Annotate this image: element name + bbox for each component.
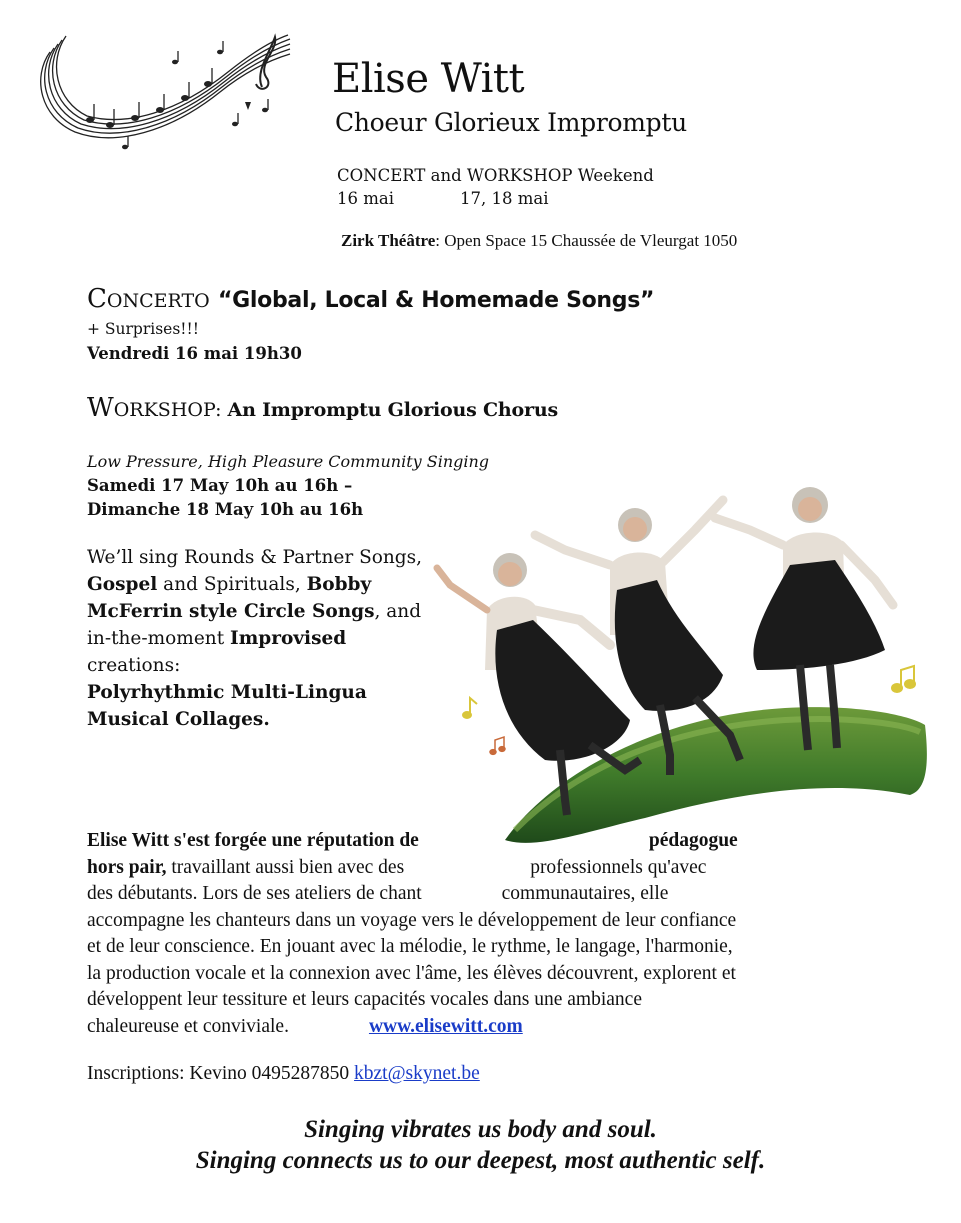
workshop-colon: : — [215, 399, 228, 421]
concerto-rest: ONCERTO — [106, 290, 210, 312]
desc-improvised: Improvised — [230, 628, 347, 649]
workshop-tagline: Low Pressure, High Pleasure Community Singing — [87, 452, 490, 471]
workshop-title: An Impromptu Glorious Chorus — [227, 399, 558, 421]
bio-line-7: développent leur tessiture et leurs capacités vocales dans une ambiance — [87, 989, 642, 1010]
workshop-day-1: Samedi 17 May 10h au 16h – — [87, 476, 353, 495]
bio-line-5: et de leur conscience. En jouant avec la mélodie, le rythme, le langage, l'harmonie, — [87, 936, 733, 957]
bio-line-2-b: professionnels qu'avec — [530, 856, 707, 878]
bio-line-3-a: des débutants. Lors de ses ateliers de chant — [87, 883, 422, 904]
concerto-heading — [87, 284, 654, 314]
venue-address: : Open Space 15 Chaussée de Vleurgat 1050 — [435, 231, 738, 250]
concert-date: 16 mai — [337, 189, 395, 208]
desc-polyrhythmic: Polyrhythmic Multi-Lingua Musical Collages. — [87, 682, 367, 730]
description — [87, 544, 427, 733]
desc-rounds: We’ll sing Rounds & Partner Songs, — [87, 547, 423, 568]
bio-line-1-end: pédagogue — [648, 830, 738, 851]
quote-line-1: Singing vibrates us body and soul. — [304, 1116, 657, 1143]
event-line: CONCERT and WORKSHOP Weekend — [337, 166, 654, 185]
desc-spirituals: and Spirituals, — [157, 574, 307, 595]
inscriptions — [87, 1063, 480, 1085]
closing-quote — [0, 1114, 961, 1176]
bio-line-4: accompagne les chanteurs dans un voyage vers le développement de leur confiance — [87, 909, 737, 931]
bio-line-2-a: travaillant aussi bien avec des — [166, 856, 405, 878]
workshop-cap: W — [87, 393, 114, 423]
bio-line-1: Elise Witt s'est forgée une réputation de — [87, 830, 419, 851]
bio-paragraph — [87, 828, 867, 1040]
desc-moment: , and in-the-moment — [87, 601, 422, 649]
desc-creations: creations: — [87, 655, 181, 676]
quote-line-2: Singing connects us to our deepest, most authentic self. — [195, 1147, 766, 1174]
workshop-heading — [87, 393, 558, 423]
three-dancing-singers-photo — [405, 470, 935, 850]
page-subtitle: Choeur Glorieux Impromptu — [335, 108, 687, 137]
workshop-days — [87, 474, 363, 522]
venue — [341, 231, 737, 251]
concerto-date: Vendredi 16 mai 19h30 — [87, 344, 302, 363]
workshop-day-2: Dimanche 18 May 10h au 16h — [87, 500, 364, 519]
bio-line-6: la production vocale et la connexion avec l'âme, les élèves découvrent, explorent et — [87, 962, 736, 984]
email-link[interactable]: kbzt@skynet.be — [354, 1063, 480, 1084]
concerto-cap: C — [87, 284, 107, 314]
page-title: Elise Witt — [332, 56, 525, 102]
website-link[interactable]: www.elisewitt.com — [368, 1015, 523, 1037]
concerto-song-title: “Global, Local & Homemade Songs” — [218, 288, 655, 313]
bio-line-2-bold: hors pair, — [87, 856, 167, 878]
bio-line-8: chaleureuse et conviviale. — [87, 1015, 289, 1037]
desc-bobby: Bobby McFerrin style Circle Songs — [87, 574, 375, 622]
venue-name: Zirk Théâtre — [341, 231, 436, 250]
concerto-surprises: + Surprises!!! — [87, 320, 199, 338]
workshop-dates: 17, 18 mai — [460, 189, 549, 208]
desc-gospel: Gospel — [87, 574, 158, 595]
event-info — [337, 164, 654, 210]
inscriptions-text: Inscriptions: Kevino 0495287850 — [87, 1063, 355, 1084]
bio-line-3-b: communautaires, elle — [501, 883, 669, 904]
music-staff-swirl-icon — [30, 32, 292, 154]
workshop-rest: ORKSHOP — [113, 399, 216, 421]
